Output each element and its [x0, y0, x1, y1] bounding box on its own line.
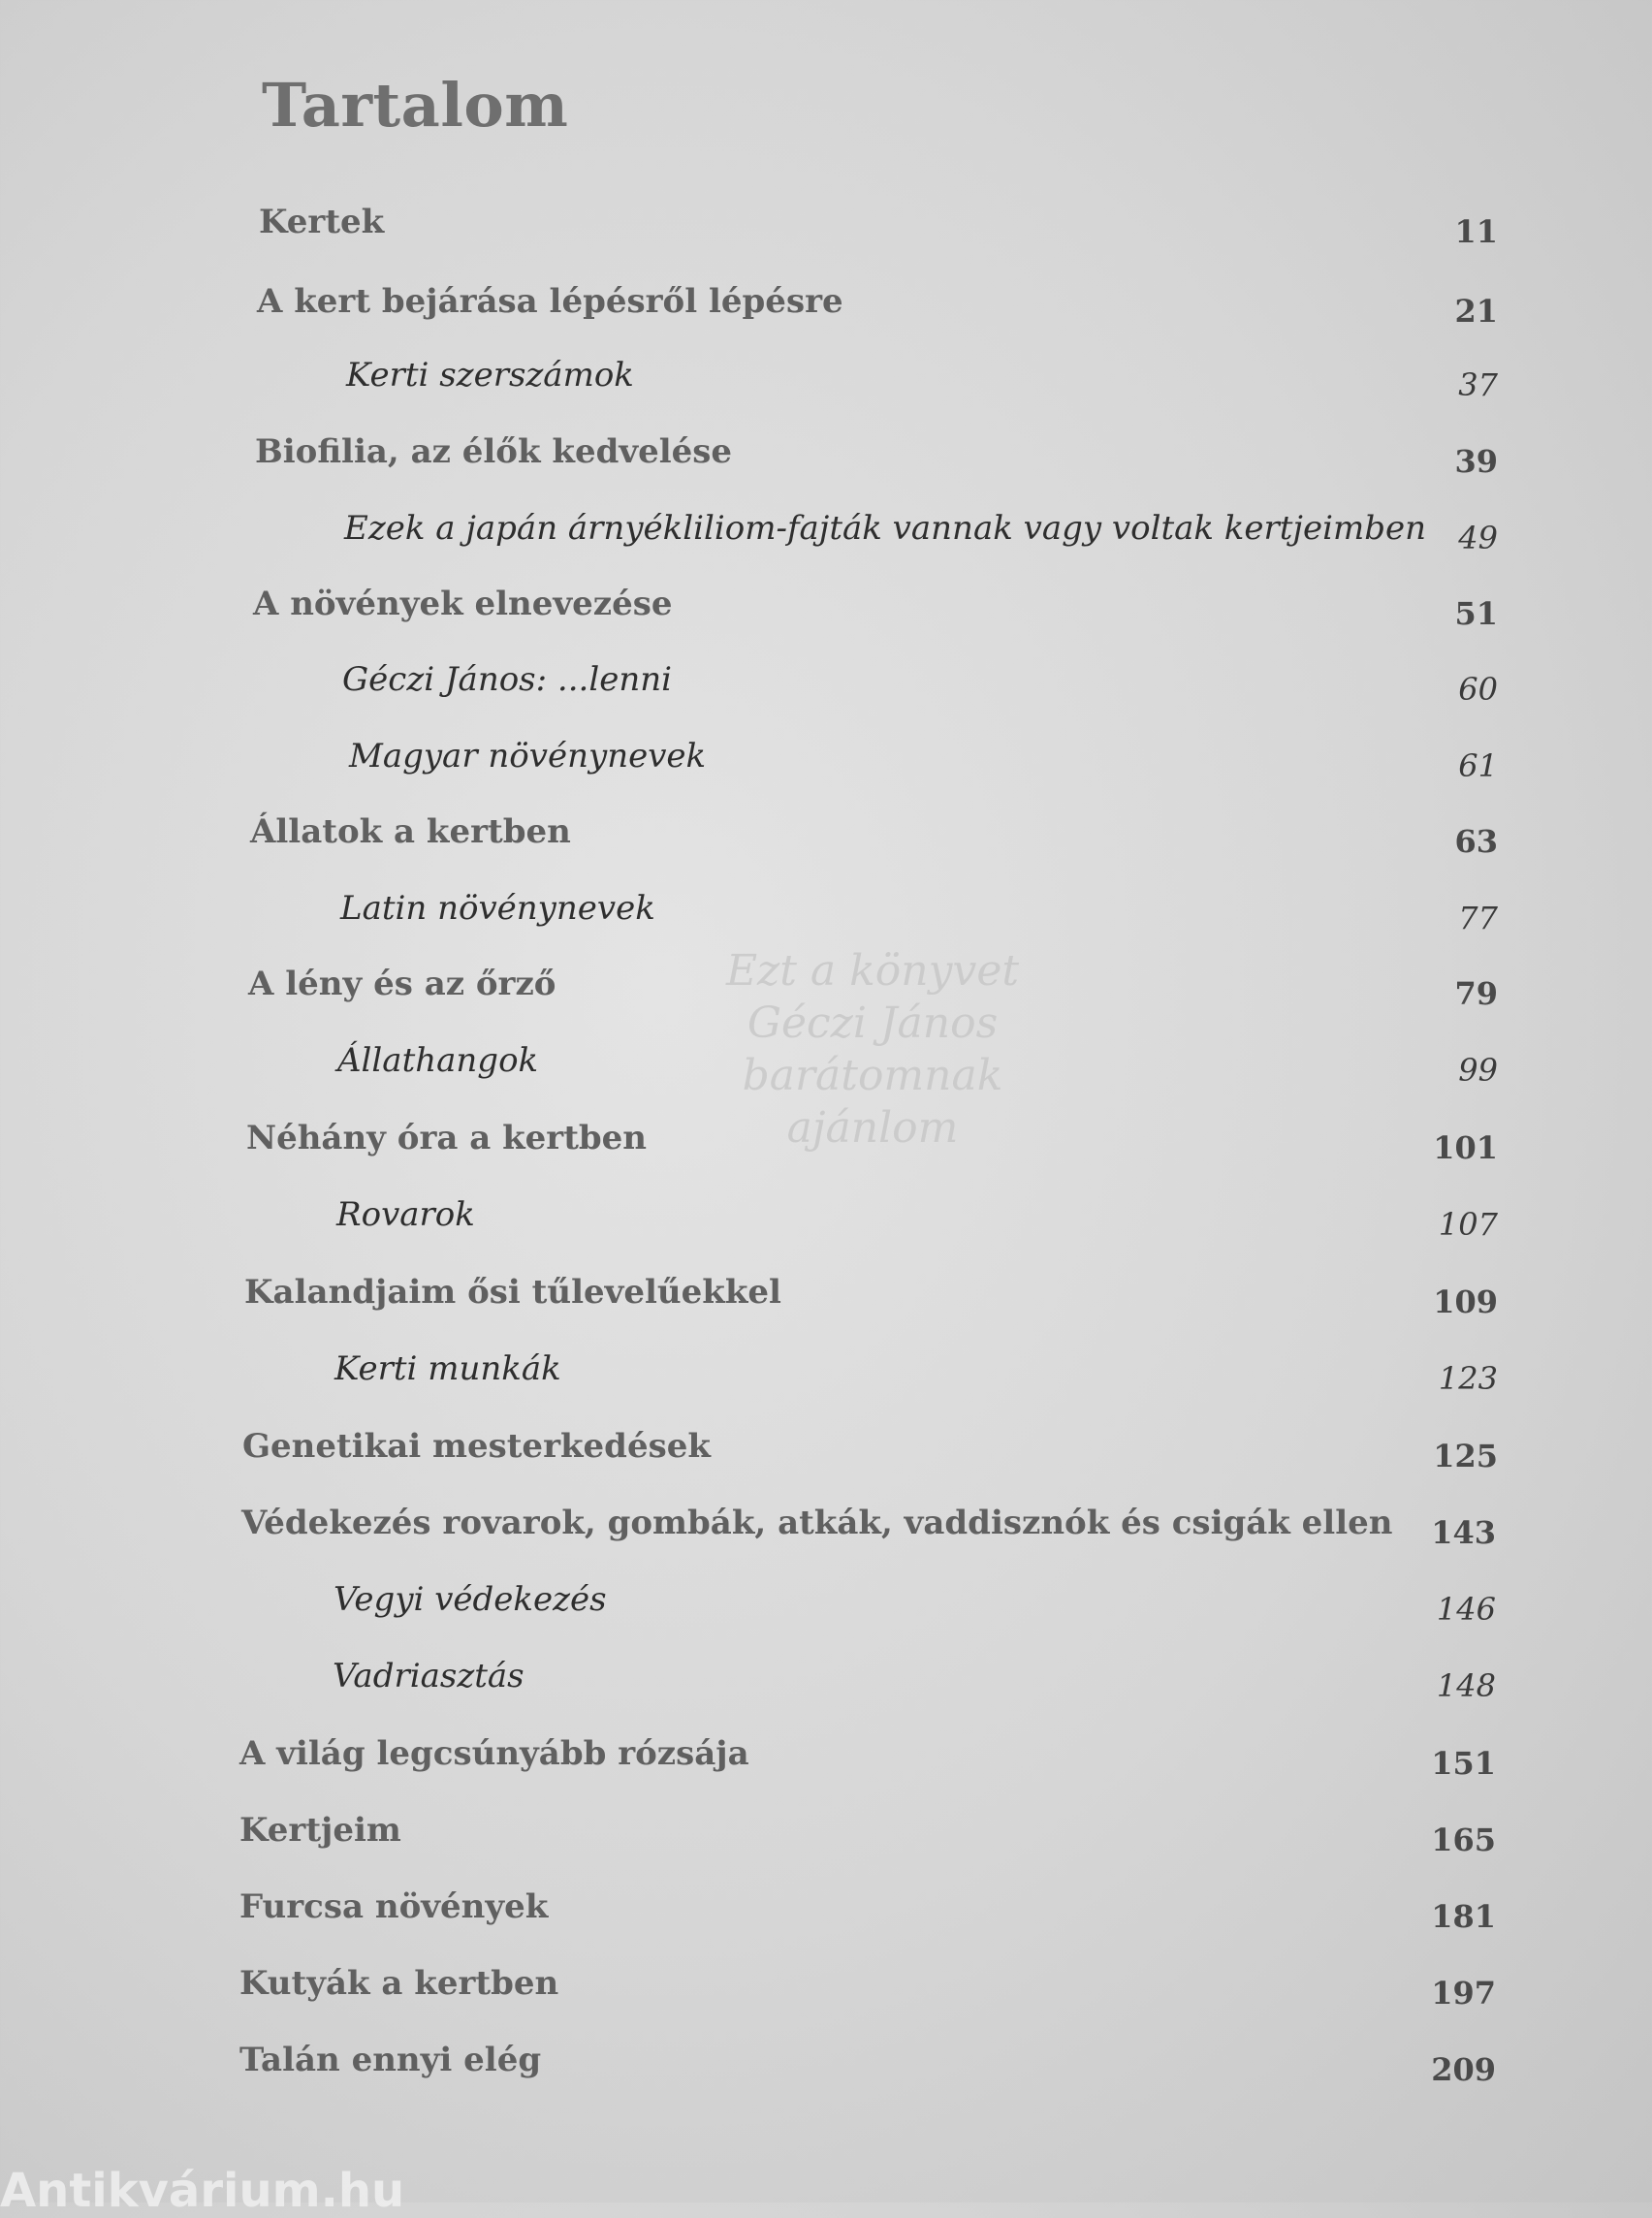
toc-entry	[239, 2039, 1496, 2097]
toc-entry-page: 39	[1454, 443, 1498, 480]
toc-entry	[337, 1039, 1498, 1097]
toc-entry-page: 109	[1433, 1283, 1498, 1320]
toc-entry-page: 77	[1458, 900, 1498, 936]
toc-entry	[239, 1885, 1496, 1944]
toc-entry-page: 143	[1431, 1514, 1496, 1551]
toc-entry-page: 197	[1431, 1975, 1496, 2012]
toc-entry-title: Vadriasztás	[333, 1657, 524, 1695]
toc-entry-page: 181	[1431, 1898, 1496, 1935]
toc-entry-title: Rovarok	[336, 1195, 475, 1234]
dedication-line: Ezt a könyvet	[725, 946, 1020, 996]
toc-entry-page: 21	[1454, 293, 1498, 330]
toc-entry-title: Kerti szerszámok	[346, 356, 634, 395]
toc-entry-title: Állathangok	[337, 1041, 539, 1080]
toc-entry-title: Kerti munkák	[334, 1349, 561, 1388]
toc-entry-title: A kert bejárása lépésről lépésre	[257, 282, 843, 321]
toc-entry-title: Állatok a kertben	[250, 812, 571, 851]
toc-entry-page: 37	[1458, 366, 1498, 403]
toc-entry-title: A lény és az őrző	[248, 965, 556, 1003]
toc-entry-page: 51	[1454, 595, 1498, 632]
toc-entry	[253, 583, 1498, 641]
toc-entry-title: Védekezés rovarok, gombák, atkák, vaddisznók és csigák ellen	[241, 1504, 1393, 1542]
toc-entry-title: Biofilia, az élők kedvelése	[255, 432, 733, 471]
toc-entry-page: 99	[1458, 1052, 1498, 1089]
toc-entry-title: Ezek a japán árnyékliliom-fajták vannak vagy voltak kertjeimben	[344, 509, 1426, 548]
page-title: Tartalom	[262, 69, 569, 141]
toc-entry-title: Furcsa növények	[239, 1887, 549, 1926]
toc-entry	[334, 1578, 1496, 1636]
toc-entry	[242, 1425, 1498, 1483]
toc-entry	[241, 1502, 1496, 1560]
toc-entry-page: 61	[1458, 747, 1498, 784]
toc-entry	[349, 735, 1498, 793]
toc-entry-title: Kalandjaim ősi tűlevelűekkel	[244, 1273, 781, 1312]
toc-entry	[259, 201, 1498, 259]
toc-entry-page: 148	[1436, 1667, 1496, 1704]
dedication-line: ajánlom	[786, 1103, 959, 1153]
dedication-line: Géczi János barátomnak	[742, 998, 1003, 1100]
toc-entry-page: 123	[1438, 1360, 1498, 1397]
toc-entry-page: 146	[1436, 1591, 1496, 1628]
toc-entry-page: 165	[1431, 1822, 1496, 1858]
toc-entry	[342, 658, 1498, 716]
toc-entry-page: 101	[1433, 1129, 1498, 1166]
toc-entry-page: 63	[1454, 823, 1498, 860]
toc-entry	[333, 1655, 1496, 1713]
toc-entry	[257, 280, 1498, 338]
toc-entry	[250, 810, 1498, 869]
toc-entry	[239, 1809, 1496, 1867]
toc-entry	[239, 1732, 1496, 1790]
toc-entry	[239, 1962, 1496, 2020]
toc-entry-page: 49	[1458, 520, 1498, 556]
toc-entry-title: Magyar növénynevek	[349, 737, 707, 776]
toc-entry	[246, 1117, 1498, 1175]
toc-entry	[255, 430, 1498, 489]
toc-entry-page: 107	[1438, 1206, 1498, 1243]
toc-entry-title: Vegyi védekezés	[334, 1580, 607, 1619]
toc-entry-title: Genetikai mesterkedések	[242, 1427, 711, 1466]
toc-entry-page: 209	[1431, 2051, 1496, 2088]
toc-entry-title: Latin növénynevek	[340, 889, 655, 928]
toc-entry	[344, 507, 1498, 565]
toc-entry-title: Talán ennyi elég	[239, 2041, 542, 2079]
toc-entry	[244, 1271, 1498, 1329]
toc-entry-title: A világ legcsúnyább rózsája	[239, 1734, 749, 1773]
toc-entry	[346, 354, 1498, 412]
toc-entry	[248, 963, 1498, 1021]
toc-entry-title: Néhány óra a kertben	[246, 1119, 648, 1157]
toc-entry-title: Kertek	[259, 203, 385, 241]
toc-entry-title: Kertjeim	[239, 1811, 401, 1850]
toc-entry-title: A növények elnevezése	[253, 585, 673, 623]
toc-entry-page: 79	[1454, 975, 1498, 1012]
toc-entry	[340, 887, 1498, 945]
toc-entry	[336, 1193, 1498, 1252]
watermark: Antikvárium.hu	[0, 2164, 405, 2218]
toc-entry	[334, 1347, 1498, 1406]
toc-entry-page: 151	[1431, 1745, 1496, 1782]
toc-entry-page: 125	[1433, 1438, 1498, 1474]
toc-entry-title: Géczi János: ...lenni	[342, 660, 672, 699]
toc-entry-page: 60	[1458, 671, 1498, 708]
toc-entry-page: 11	[1454, 213, 1498, 250]
toc-entry-title: Kutyák a kertben	[239, 1964, 559, 2003]
